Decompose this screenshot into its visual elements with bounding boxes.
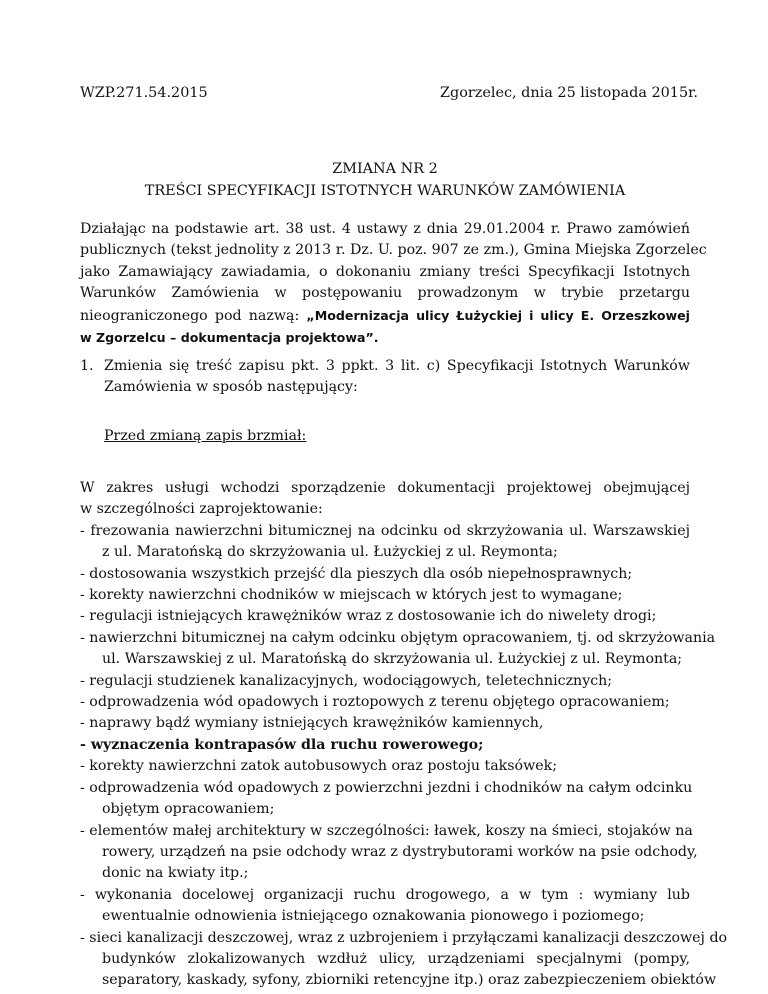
scope-item-line: donic na kwiaty itp.; xyxy=(102,865,249,882)
document-title xyxy=(80,158,690,202)
scope-item xyxy=(80,821,698,885)
title-line-1: ZMIANA NR 2 xyxy=(332,161,438,177)
item-number: 1. xyxy=(80,358,94,374)
intro-line-5 xyxy=(80,305,690,327)
scope-item xyxy=(80,606,690,627)
scope-item-line: z ul. Maratońską do skrzyżowania ul. Łużyckiej z ul. Reymonta; xyxy=(102,544,558,561)
scope-item-line: - korekty nawierzchni chodników w miejscach w których jest to wymagane; xyxy=(80,587,623,604)
scope-item xyxy=(80,585,690,606)
scope-intro-line: w szczególności zaprojektowanie: xyxy=(80,501,323,518)
scope-item xyxy=(80,713,690,734)
scope-item xyxy=(80,778,693,821)
scope-item-line: - odprowadzenia wód opadowych i roztopowych z terenu objętego opracowaniem; xyxy=(80,694,670,711)
contract-name-part-1: „Modernizacja ulicy Łużyckiej i ulicy E. Orzeszkowej xyxy=(306,307,690,323)
intro-line: jako Zamawiający zawiadamia, o dokonaniu zmiany treści Specyfikacji Istotnych xyxy=(80,263,690,280)
scope-item-line: - naprawy bądź wymiany istniejących krawężników kamiennych, xyxy=(80,715,544,732)
scope-item-line: objętym opracowaniem; xyxy=(102,801,275,818)
scope-item xyxy=(80,928,728,992)
scope-item-line: ul. Warszawskiej z ul. Maratońską do skrzyżowania ul. Łużyckiej z ul. Reymonta; xyxy=(102,651,683,668)
intro-line: publicznych (tekst jednolity z 2013 r. Dz. U. poz. 907 ze zm.), Gmina Miejska Zgorzelec xyxy=(80,242,707,259)
intro-paragraph xyxy=(80,219,707,349)
before-change-label: Przed zmianą zapis brzmiał: xyxy=(104,428,307,444)
scope-item xyxy=(80,756,690,777)
scope-item-line: - dostosowania wszystkich przejść dla pieszych dla osób niepełnosprawnych; xyxy=(80,565,633,582)
scope-intro-line: W zakres usługi wchodzi sporządzenie dokumentacji projektowej obejmującej xyxy=(80,480,690,496)
intro-line-6 xyxy=(80,327,690,349)
scope-item-line: - odprowadzenia wód opadowych z powierzchni jezdni i chodników na całym odcinku xyxy=(80,779,693,796)
scope-item xyxy=(80,671,690,692)
intro-prefix: nieograniczonego pod nazwą: xyxy=(80,307,307,324)
scope-item xyxy=(80,885,690,928)
scope-item-line: rowery, urządzeń na psie odchody wraz z dystrybutorami worków na psie odchody, xyxy=(102,843,698,860)
scope-item xyxy=(80,628,716,671)
place-and-date: Zgorzelec, dnia 25 listopada 2015r. xyxy=(440,85,698,101)
scope-item-line: - nawierzchni bitumicznej na całym odcinku objętym opracowaniem, tj. od skrzyżowania xyxy=(80,629,716,646)
item-line: Zmienia się treść zapisu pkt. 3 ppkt. 3 lit. c) Specyfikacji Istotnych Warunków xyxy=(104,358,690,374)
scope-item-line: separatory, kaskady, syfony, zbiorniki retencyjne itp.) oraz zabezpieczeniem obiektów xyxy=(102,972,717,989)
title-line-2: TREŚCI SPECYFIKACJI ISTOTNYCH WARUNKÓW ZAMÓWIENIA xyxy=(144,183,626,199)
item-line: Zamówienia w sposób następujący: xyxy=(104,379,358,396)
scope-item-line: - frezowania nawierzchni bitumicznej na odcinku od skrzyżowania ul. Warszawskiej xyxy=(80,522,690,539)
scope-item-line: - wyznaczenia kontrapasów dla ruchu rowerowego; xyxy=(80,736,484,753)
scope-section xyxy=(80,478,728,992)
scope-item-line: ewentualnie odnowienia istniejącego oznakowania pionowego i poziomego; xyxy=(102,908,645,925)
scope-item-highlighted xyxy=(80,735,690,756)
intro-line: Warunków Zamówienia w postępowaniu prowadzonym w trybie przetargu xyxy=(80,285,690,302)
reference-number: WZP.271.54.2015 xyxy=(80,85,208,101)
scope-item xyxy=(80,521,690,564)
scope-item-line: - korekty nawierzchni zatok autobusowych oraz postoju taksówek; xyxy=(80,758,558,775)
scope-item-line: - regulacji studzienek kanalizacyjnych, wodociągowych, teletechnicznych; xyxy=(80,672,613,689)
scope-item-line: budynków zlokalizowanych wzdłuż ulicy, urządzeniami specjalnymi (pompy, xyxy=(102,950,690,967)
intro-line: Działając na podstawie art. 38 ust. 4 ustawy z dnia 29.01.2004 r. Prawo zamówień xyxy=(80,221,690,237)
scope-item-line: - sieci kanalizacji deszczowej, wraz z uzbrojeniem i przyłączami kanalizacji deszczowej do xyxy=(80,929,728,946)
scope-item-line: - wykonania docelowej organizacji ruchu drogowego, a w tym : wymiany lub xyxy=(80,886,690,903)
scope-item-line: - elementów małej architektury w szczególności: ławek, koszy na śmieci, stojaków na xyxy=(80,822,693,839)
contract-name-part-2: w Zgorzelcu – dokumentacja projektowa”. xyxy=(80,330,379,346)
scope-item xyxy=(80,692,690,713)
scope-item-line: - regulacji istniejących krawężników wraz z dostosowanie ich do niwelety drogi; xyxy=(80,608,657,625)
change-item-1 xyxy=(80,356,690,399)
scope-item xyxy=(80,564,690,585)
